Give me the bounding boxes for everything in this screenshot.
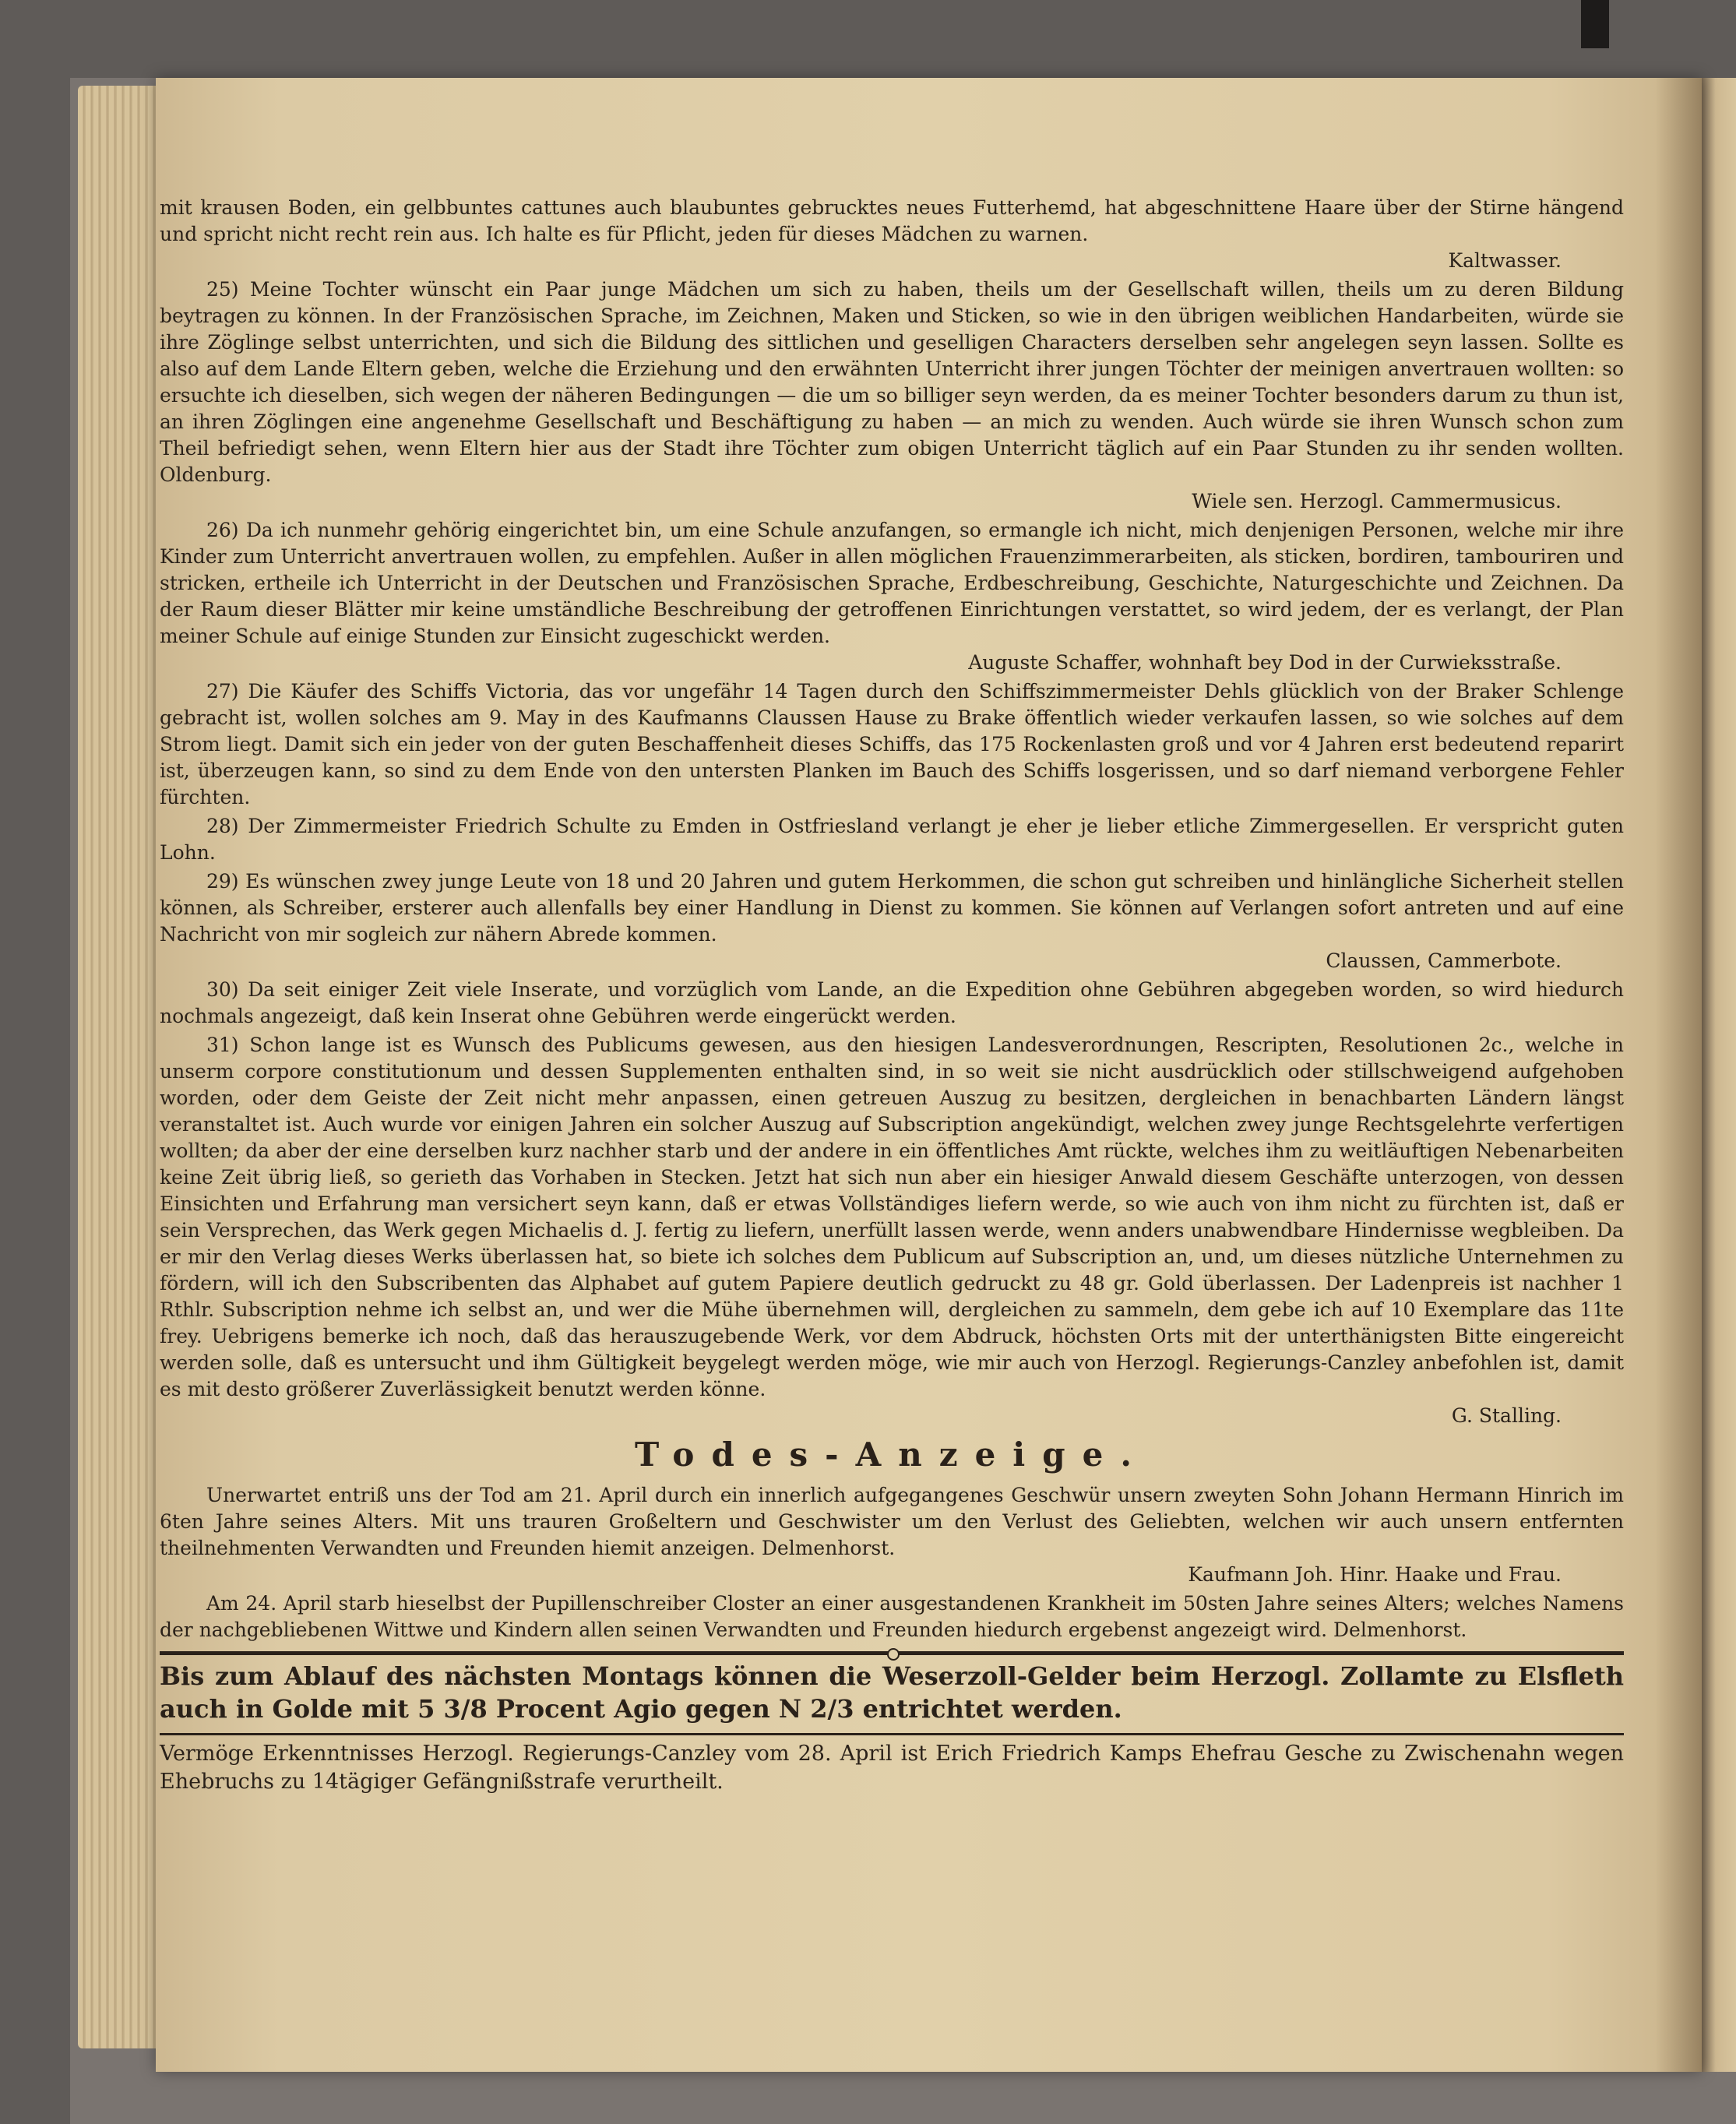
paragraph-text: mit krausen Boden, ein gelbbuntes cattunes auch blaubuntes gebrucktes neues Futterhemd, hat abgeschnittene Haare über der Stirne hängend und spricht nicht recht rein aus. Ich halte es für Pflicht, jeden für dieses Mädchen zu warnen.: [160, 196, 1624, 245]
death-notice-entry: [160, 1482, 1624, 1588]
paragraph-text: 31) Schon lange ist es Wunsch des Publicums gewesen, aus den hiesigen Landesverordnungen, Rescripten, Resolutionen 2c., welche in unserm corpore constitutionum und dessen Supplementen enthalten sind, in so weit sie nicht ausdrücklich oder stillschweigend aufgehoben worden, oder dem Geiste der Zeit nicht mehr anpassen, einen getreuen Auszug zu besitzen, dergleichen in benachbarten Ländern längst veranstaltet ist. Auch wurde vor einigen Jahren ein solcher Auszug auf Subscription angekündigt, welchen zwey junge Rechtsgelehrte verfertigen wollten; da aber der eine derselben kurz nachher starb und der andere in ein öffentliches Amt rückte, welches ihm zu weitläuftigen Nebenarbeiten keine Zeit übrig ließ, so gerieth das Vorhaben in Stecken. Jetzt hat sich nun aber ein hiesiger Anwald diesem Geschäfte unterzogen, von dessen Einsichten und Erfahrung man versichert seyn kann, daß er etwas Vollständiges liefern werde, so wie auch von ihm nicht zu fürchten ist, daß er sein Versprechen, das Werk gegen Michaelis d. J. fertig zu liefern, unerfüllt lassen werde, wenn anders unabwendbare Hindernisse wegbleiben. Da er mir den Verlag dieses Werks überlassen hat, so biete ich solches dem Publicum auf Subscription an, und, um dieses nützliche Unternehmen zu fördern, will ich den Subscribenten das Alphabet auf gutem Papiere deutlich gedruckt zu 48 gr. Gold überlassen. Der Ladenpreis ist nachher 1 Rthlr. Subscription nehme ich selbst an, und wer die Mühe übernehmen will, dergleichen zu sammeln, dem gebe ich auf 10 Exemplare das 11te frey. Uebrigens bemerke ich noch, daß das herauszugebende Werk, vor dem Abdruck, höchsten Orts mit der unterthänigsten Bitte eingereicht werden solle, daß es untersucht und ihm Gültigkeit beygelegt werden möge, wie mir auch von Herzogl. Regierungs-Canzley anbefohlen ist, damit es mit desto größerer Zuverlässigkeit benutzt werden könne.: [160, 1034, 1624, 1400]
death-notices: [160, 1482, 1624, 1643]
death-notice-heading: Todes-Anzeige.: [635, 1435, 1149, 1474]
advertisement-paragraph: [160, 1032, 1624, 1429]
signature: Kaufmann Joh. Hinr. Haake und Frau.: [1188, 1563, 1562, 1586]
bookmark-tab: [1581, 0, 1609, 48]
signature: Claussen, Cammerbote.: [1326, 949, 1562, 972]
paragraph-text: 27) Die Käufer des Schiffs Victoria, das vor ungefähr 14 Tagen durch den Schiffszimmermeister Dehls glücklich von der Braker Schlenge gebracht ist, wollen solches am 9. May in des Kaufmanns Claussen Hause zu Brake öffentlich wieder verkaufen lassen, so wie solches auf dem Strom liegt. Damit sich ein jeder von der guten Beschaffenheit dieses Schiffs, das 175 Rockenlasten groß und vor 4 Jahren erst bedeutend reparirt ist, überzeugen kann, so sind zu dem Ende von den untersten Planken im Bauch des Schiffs losgerissen, und so darf niemand verborgene Fehler fürchten.: [160, 680, 1624, 808]
customs-notice: Bis zum Ablauf des nächsten Montags können die Weserzoll-Gelder beim Herzogl. Zollamte zu Elsfleth auch in Golde mit 5 3/8 Procent Agio gegen N 2/3 entrichtet werden.: [160, 1661, 1624, 1724]
signature: Auguste Schaffer, wohnhaft bey Dod in der Curwieksstraße.: [968, 651, 1562, 674]
paragraph-text: 30) Da seit einiger Zeit viele Inserate, und vorzüglich vom Lande, an die Expedition ohne Gebühren abgegeben worden, so wird hiedurch nochmals angezeigt, daß kein Inserat ohne Gebühren werde eingerückt werden.: [160, 978, 1624, 1027]
advertisement-paragraph: [160, 868, 1624, 974]
signature: Kaltwasser.: [1448, 249, 1562, 272]
binding-gutter-shadow: [1655, 78, 1702, 2072]
divider-rule: [160, 1651, 1624, 1655]
signature: Wiele sen. Herzogl. Cammermusicus.: [1192, 490, 1562, 513]
death-notice-entry: [160, 1590, 1624, 1643]
court-notice: Vermöge Erkenntnisses Herzogl. Regierungs-Canzley vom 28. April ist Erich Friedrich Kamps Ehefrau Gesche zu Zwischenahn wegen Ehebruchs zu 14tägiger Gefängnißstrafe verurtheilt.: [160, 1742, 1624, 1794]
entry-text: Unerwartet entriß uns der Tod am 21. April durch ein innerlich aufgegangenes Geschwür unsern zweyten Sohn Johann Hermann Hinrich im 6ten Jahre seines Alters. Mit uns trauren Großeltern und Geschwister um den Verlust des Geliebten, welchen wir auch unsern entfernten theilnehmenten Verwandten und Freunden hiemit anzeigen. Delmenhorst.: [160, 1484, 1624, 1559]
paragraph-text: 25) Meine Tochter wünscht ein Paar junge Mädchen um sich zu haben, theils um der Gesellschaft willen, theils um zu deren Bildung beytragen zu können. In der Französischen Sprache, im Zeichnen, Maken und Sticken, so wie in den übrigen weiblichen Handarbeiten, würde sie ihre Zöglinge selbst unterrichten, und sich die Bildung des sittlichen und geselligen Characters derselben sehr angelegen seyn lassen. Sollte es also auf dem Lande Eltern geben, welche die Erziehung und den erwähnten Unterricht ihrer jungen Töchter der meinigen anvertrauen wollten: so ersuchte ich dieselben, sich wegen der näheren Bedingungen — die um so billiger seyn werden, da es meiner Tochter besonders darum zu thun ist, an ihren Zöglingen eine angenehme Gesellschaft und Beschäftigung zu haben — an mich zu wenden. Auch würde sie ihren Wunsch schon zum Theil befriedigt sehen, wenn Eltern hier aus der Stadt ihre Töchter zum obigen Unterricht täglich auf ein Paar Stunden zu ihr senden wollten. Oldenburg.: [160, 278, 1624, 486]
paragraph-text: 26) Da ich nunmehr gehörig eingerichtet bin, um eine Schule anzufangen, so ermangle ich nicht, mich denjenigen Personen, welche mir ihre Kinder zum Unterricht anvertrauen wollen, zu empfehlen. Außer in allen möglichen Frauenzimmerarbeiten, als sticken, bordiren, tambouriren und stricken, ertheile ich Unterricht in der Deutschen und Französischen Sprache, Erdbeschreibung, Geschichte, Naturgeschichte und Zeichnen. Da der Raum dieser Blätter mir keine umständliche Beschreibung der getroffenen Einrichtungen verstattet, so wird jedem, der es verlangt, der Plan meiner Schule auf einige Stunden zur Einsicht zugeschickt werden.: [160, 519, 1624, 647]
advertisement-paragraph: [160, 277, 1624, 515]
advertisement-paragraph: [160, 195, 1624, 274]
advertisement-paragraph: [160, 678, 1624, 811]
advertisements: [160, 195, 1624, 1429]
page-text: [160, 195, 1624, 1798]
paragraph-text: 29) Es wünschen zwey junge Leute von 18 und 20 Jahren und gutem Herkommen, die schon gut schreiben und hinlängliche Sicherheit stellen können, als Schreiber, ersterer auch allenfalls bey einer Handlung in Dienst zu kommen. Sie können auf Verlangen sofort antreten und auf eine Nachricht von mir sogleich zur nähern Abrede kommen.: [160, 870, 1624, 946]
paragraph-text: 28) Der Zimmermeister Friedrich Schulte zu Emden in Ostfriesland verlangt je eher je lieber etliche Zimmergesellen. Er verspricht guten Lohn.: [160, 815, 1624, 864]
advertisement-paragraph: [160, 977, 1624, 1030]
facing-page-edge: [1702, 78, 1736, 2072]
entry-text: Am 24. April starb hieselbst der Pupillenschreiber Closter an einer ausgestandenen Krankheit im 50sten Jahre seines Alters; welches Namens der nachgebliebenen Wittwe und Kindern allen seinen Verwandten und Freunden hiedurch ergebenst angezeigt wird. Delmenhorst.: [160, 1592, 1624, 1641]
divider-rule: [160, 1733, 1624, 1735]
advertisement-paragraph: [160, 813, 1624, 866]
signature: G. Stalling.: [1451, 1404, 1562, 1427]
ornament-dot: [887, 1648, 900, 1661]
advertisement-paragraph: [160, 517, 1624, 676]
